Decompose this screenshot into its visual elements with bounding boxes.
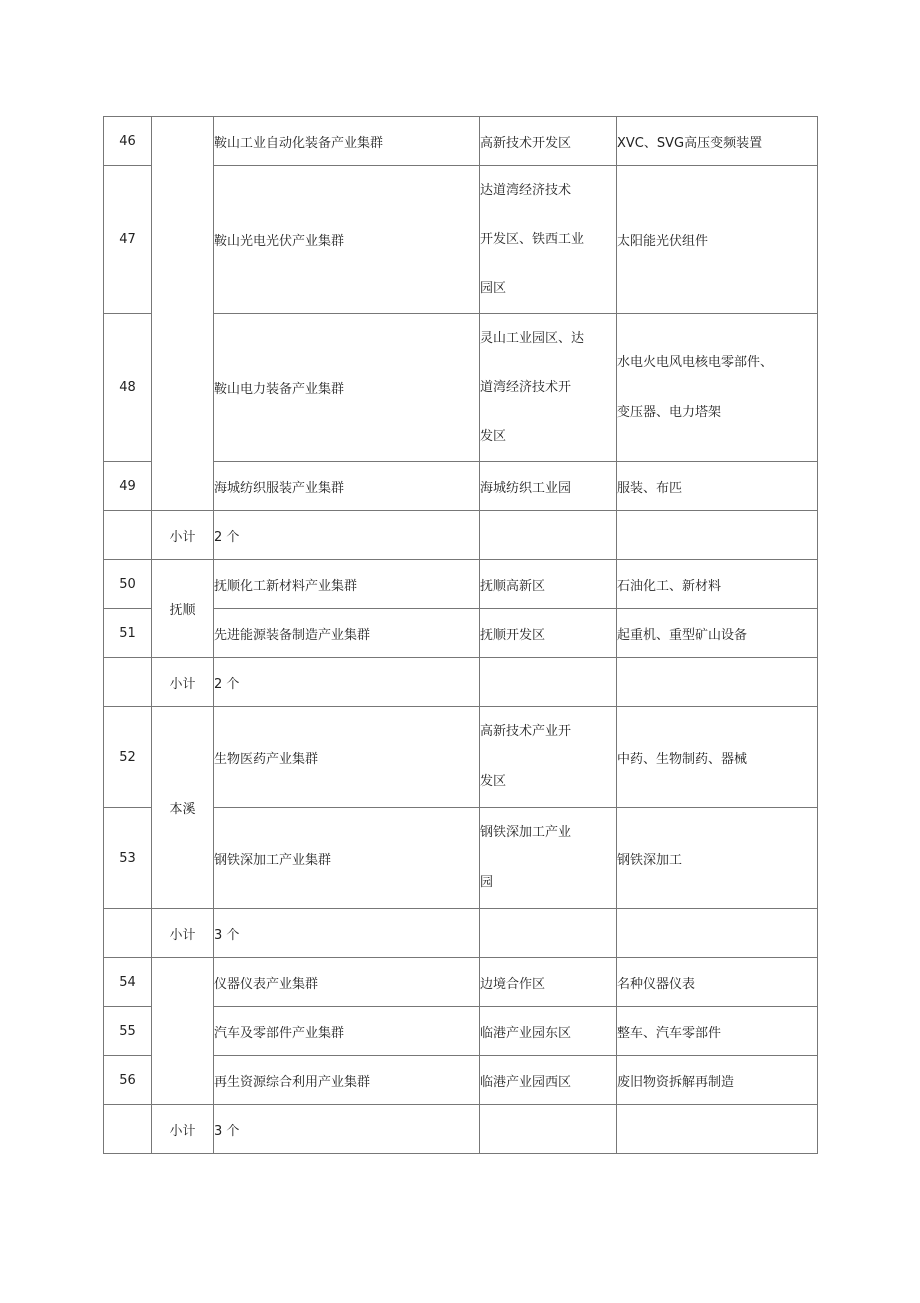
subtotal-count: 2 个 (214, 658, 480, 707)
park-name (480, 314, 617, 462)
row-number: 48 (104, 314, 152, 462)
subtotal-row (104, 909, 818, 958)
product: 整车、汽车零部件 (617, 1007, 818, 1056)
subtotal-label: 小计 (152, 658, 214, 707)
product: 太阳能光伏组件 (617, 166, 818, 314)
row-number: 49 (104, 462, 152, 511)
park-line: 钢铁深加工产业 (480, 825, 572, 840)
row-number: 51 (104, 609, 152, 658)
park-line: 发区 (480, 774, 507, 789)
park-line: 道湾经济技术开 (480, 380, 572, 395)
cluster-name: 鞍山工业自动化装备产业集群 (214, 117, 480, 166)
row-number: 53 (104, 808, 152, 909)
park-name: 边境合作区 (480, 958, 617, 1007)
subtotal-count: 3 个 (214, 909, 480, 958)
row-number: 46 (104, 117, 152, 166)
row-number: 54 (104, 958, 152, 1007)
table-row (104, 707, 818, 808)
table-row (104, 560, 818, 609)
park-name (480, 707, 617, 808)
subtotal-row (104, 1105, 818, 1154)
cluster-name: 抚顺化工新材料产业集群 (214, 560, 480, 609)
cluster-name: 汽车及零部件产业集群 (214, 1007, 480, 1056)
park-name: 高新技术开发区 (480, 117, 617, 166)
park-name (480, 166, 617, 314)
park-line: 高新技术产业开 (480, 724, 572, 739)
row-number: 55 (104, 1007, 152, 1056)
product: 起重机、重型矿山设备 (617, 609, 818, 658)
park-name: 海城纺织工业园 (480, 462, 617, 511)
product: XVC、SVG高压变频装置 (617, 117, 818, 166)
city-cell: 抚顺 (152, 560, 214, 658)
park-name: 抚顺开发区 (480, 609, 617, 658)
subtotal-count: 3 个 (214, 1105, 480, 1154)
cluster-name: 仪器仪表产业集群 (214, 958, 480, 1007)
park-line: 达道湾经济技术 (480, 183, 572, 198)
subtotal-label: 小计 (152, 511, 214, 560)
subtotal-row (104, 511, 818, 560)
park-line: 园 (480, 875, 494, 890)
product: 废旧物资拆解再制造 (617, 1056, 818, 1105)
park-line: 园区 (480, 281, 507, 296)
cluster-table (103, 116, 818, 1154)
cluster-name: 先进能源装备制造产业集群 (214, 609, 480, 658)
product: 钢铁深加工 (617, 808, 818, 909)
park-name (480, 808, 617, 909)
product: 服装、布匹 (617, 462, 818, 511)
city-cell (152, 117, 214, 511)
product-line: 变压器、电力塔架 (617, 404, 722, 420)
table-row (104, 958, 818, 1007)
row-number: 52 (104, 707, 152, 808)
park-line: 灵山工业园区、达 (480, 331, 585, 346)
cluster-name: 钢铁深加工产业集群 (214, 808, 480, 909)
product-line: 水电火电风电核电零部件、 (617, 354, 774, 370)
park-name: 临港产业园东区 (480, 1007, 617, 1056)
product: 石油化工、新材料 (617, 560, 818, 609)
table-row (104, 117, 818, 166)
subtotal-label: 小计 (152, 1105, 214, 1154)
product: 名种仪器仪表 (617, 958, 818, 1007)
city-cell (152, 958, 214, 1105)
subtotal-row (104, 658, 818, 707)
row-number: 56 (104, 1056, 152, 1105)
product (617, 314, 818, 462)
park-name: 临港产业园西区 (480, 1056, 617, 1105)
park-line: 开发区、铁西工业 (480, 232, 585, 247)
park-line: 发区 (480, 429, 507, 444)
subtotal-label: 小计 (152, 909, 214, 958)
row-number: 47 (104, 166, 152, 314)
cluster-name: 生物医药产业集群 (214, 707, 480, 808)
subtotal-count: 2 个 (214, 511, 480, 560)
cluster-name: 再生资源综合利用产业集群 (214, 1056, 480, 1105)
cluster-name: 海城纺织服装产业集群 (214, 462, 480, 511)
row-number: 50 (104, 560, 152, 609)
park-name: 抚顺高新区 (480, 560, 617, 609)
cluster-name: 鞍山光电光伏产业集群 (214, 166, 480, 314)
product: 中药、生物制药、器械 (617, 707, 818, 808)
cluster-name: 鞍山电力装备产业集群 (214, 314, 480, 462)
city-cell: 本溪 (152, 707, 214, 909)
